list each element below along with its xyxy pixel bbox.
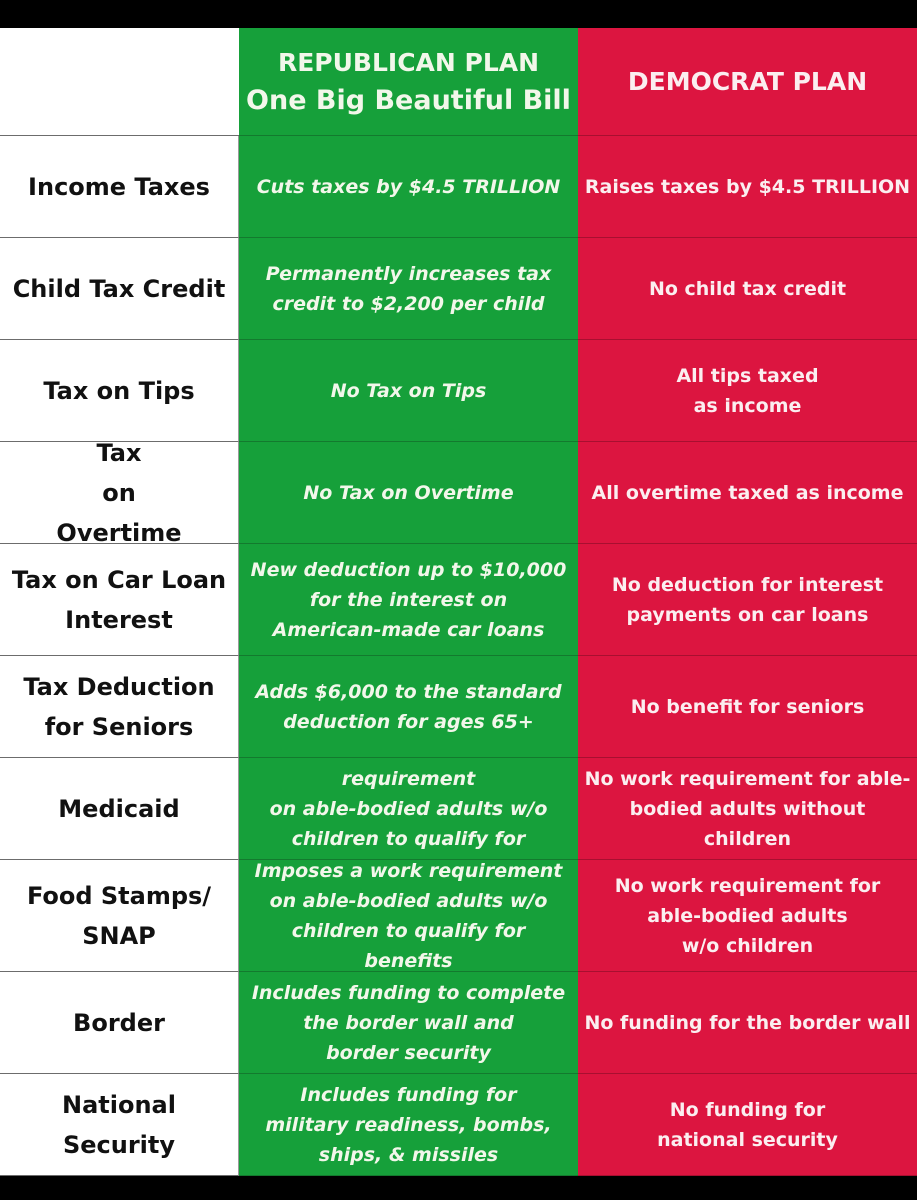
democrat-medicaid (578, 758, 917, 860)
cell-text: No child tax credit (648, 277, 847, 300)
cell-text: No funding for national security (657, 1098, 838, 1151)
cell-text: Tax on Car Loan Interest (11, 565, 227, 634)
cell-text: Raises taxes by $4.5 TRILLION (584, 175, 911, 198)
cell-text: Tax on Overtime (56, 442, 182, 544)
row-label-seniors-deduction (0, 656, 239, 758)
row-label-food-stamps (0, 860, 239, 972)
cell-text: Tax on Tips (43, 376, 195, 405)
republican-seniors-deduction (239, 656, 578, 758)
republican-medicaid (239, 758, 578, 860)
row-label-income-taxes (0, 136, 239, 238)
cell-text: No benefit for seniors (630, 695, 865, 718)
row-label-medicaid (0, 758, 239, 860)
cell-text: Income Taxes (28, 172, 210, 201)
republican-car-loan-interest (239, 544, 578, 656)
democrat-national-security (578, 1074, 917, 1176)
row-label-border (0, 972, 239, 1074)
cell-text: Child Tax Credit (12, 274, 226, 303)
cell-text: Tax Deduction for Seniors (23, 672, 215, 741)
row-label-tax-on-overtime (0, 442, 239, 544)
republican-income-taxes (239, 136, 578, 238)
cell-text: Medicaid (58, 794, 180, 823)
comparison-table-frame (0, 28, 917, 1174)
democrat-food-stamps (578, 860, 917, 972)
democrat-seniors-deduction (578, 656, 917, 758)
header-republican-title: REPUBLICAN PLAN (277, 47, 540, 77)
republican-tax-on-overtime (239, 442, 578, 544)
cell-text: Cuts taxes by $4.5 TRILLION (256, 175, 561, 198)
cell-text: No work requirement for able-bodied adults w/o children (614, 874, 881, 957)
row-label-child-tax-credit (0, 238, 239, 340)
cell-text: requirement on able-bodied adults w/o children to qualify for (269, 767, 548, 850)
democrat-child-tax-credit (578, 238, 917, 340)
republican-border (239, 972, 578, 1074)
cell-text: Food Stamps/ SNAP (26, 881, 212, 950)
header-democrat-plan (578, 28, 917, 136)
cell-text: Permanently increases tax credit to $2,200 per child (265, 262, 552, 315)
cell-text: No funding for the border wall (584, 1011, 911, 1034)
democrat-border (578, 972, 917, 1074)
republican-food-stamps (239, 860, 578, 972)
democrat-tax-on-tips (578, 340, 917, 442)
row-label-tax-on-tips (0, 340, 239, 442)
row-label-car-loan-interest (0, 544, 239, 656)
header-blank-cell (0, 28, 239, 136)
cell-text: No Tax on Tips (330, 379, 487, 402)
cell-text: All tips taxed as income (676, 364, 819, 417)
cell-text: Border (73, 1008, 165, 1037)
cell-text: Imposes a work requirement on able-bodied adults w/o children to qualify for benefits (254, 860, 563, 972)
democrat-income-taxes (578, 136, 917, 238)
header-democrat-title: DEMOCRAT PLAN (627, 66, 868, 96)
cell-text: Includes funding to complete the border wall and border security (251, 981, 566, 1064)
cell-text: New deduction up to $10,000 for the interest on American-made car loans (250, 558, 567, 641)
cell-text: Adds $6,000 to the standard deduction for ages 65+ (255, 680, 562, 733)
cell-text: National Security (62, 1090, 176, 1159)
cell-text: Includes funding for military readiness, bombs, ships, & missiles (265, 1083, 552, 1166)
header-republican-subtitle: One Big Beautiful Bill (246, 84, 571, 116)
republican-national-security (239, 1074, 578, 1176)
cell-text: All overtime taxed as income (591, 481, 904, 504)
cell-text: No work requirement for able- bodied adults without children (584, 767, 911, 850)
democrat-car-loan-interest (578, 544, 917, 656)
comparison-table (0, 28, 917, 1174)
row-label-national-security (0, 1074, 239, 1176)
cell-text: No Tax on Overtime (303, 481, 514, 504)
header-republican-plan (239, 28, 578, 136)
republican-tax-on-tips (239, 340, 578, 442)
cell-text: No deduction for interest payments on car loans (611, 573, 884, 626)
democrat-tax-on-overtime (578, 442, 917, 544)
republican-child-tax-credit (239, 238, 578, 340)
